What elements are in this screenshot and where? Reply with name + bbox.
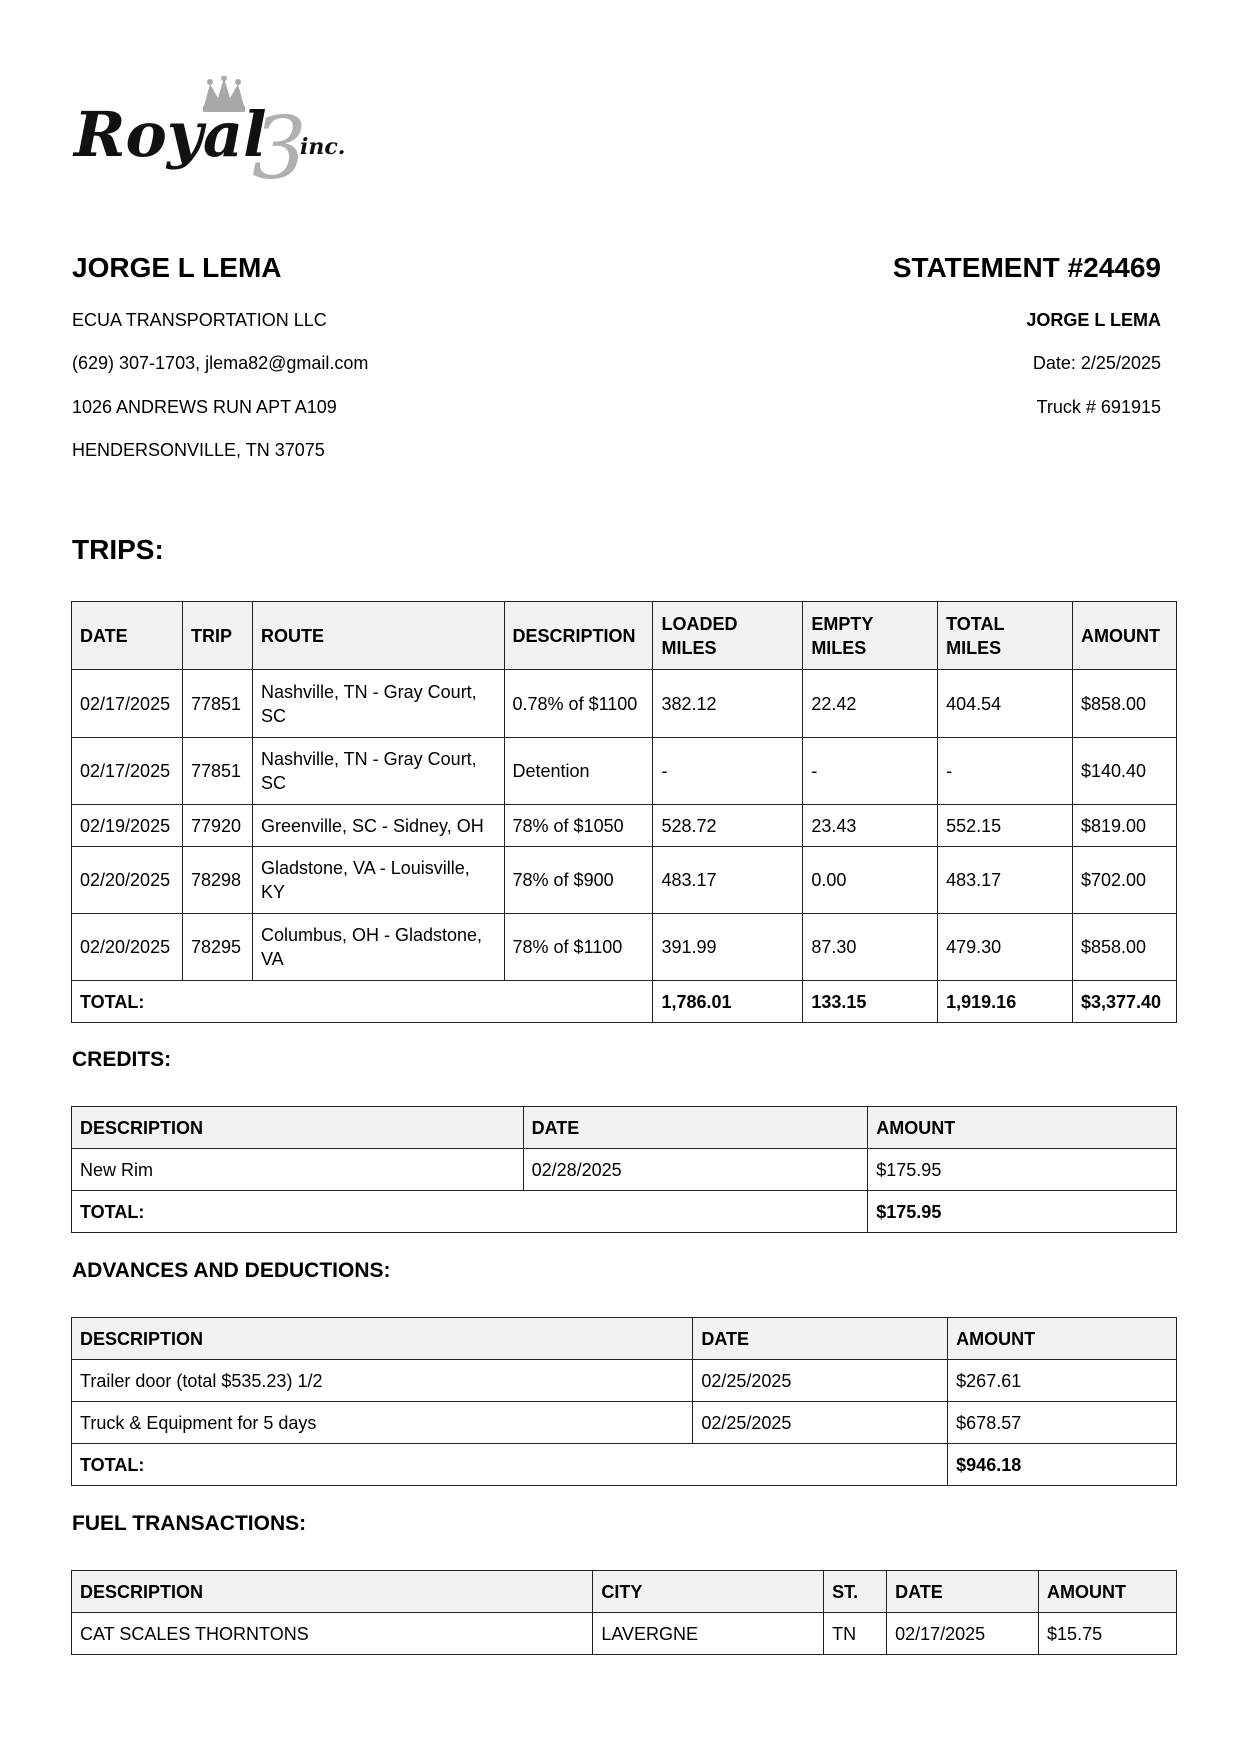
cell-description: New Rim <box>72 1149 524 1191</box>
cell-trip: 77851 <box>182 670 252 738</box>
statement-name: JORGE L LEMA <box>1026 310 1161 330</box>
cell-amount: $858.00 <box>1072 914 1176 981</box>
cell-loaded-miles: 528.72 <box>653 805 803 847</box>
table-row <box>72 1360 1177 1402</box>
cell-city: LAVERGNE <box>593 1613 824 1655</box>
cell-description: CAT SCALES THORNTONS <box>72 1613 593 1655</box>
cell-amount: $702.00 <box>1072 847 1176 914</box>
cell-total-miles: - <box>938 738 1073 805</box>
cell-amount: $858.00 <box>1072 670 1176 738</box>
table-row <box>72 1402 1177 1444</box>
table-row <box>72 670 1177 738</box>
driver-company: ECUA TRANSPORTATION LLC <box>72 310 327 330</box>
table-header-row <box>72 1107 1177 1149</box>
table-header-row <box>72 602 1177 670</box>
header-empty-miles: EMPTY MILES <box>803 602 938 670</box>
cell-description: 78% of $900 <box>504 847 653 914</box>
cell-empty-miles: 0.00 <box>803 847 938 914</box>
table-row <box>72 914 1177 981</box>
header-date: DATE <box>523 1107 868 1149</box>
table-row <box>72 1613 1177 1655</box>
cell-loaded-miles: 382.12 <box>653 670 803 738</box>
cell-trip: 77851 <box>182 738 252 805</box>
cell-total-miles: 404.54 <box>938 670 1073 738</box>
cell-description: 78% of $1050 <box>504 805 653 847</box>
cell-trip: 77920 <box>182 805 252 847</box>
header-date: DATE <box>887 1571 1039 1613</box>
header-total-miles: TOTAL MILES <box>938 602 1073 670</box>
statement-title: STATEMENT #24469 <box>892 252 1161 283</box>
cell-amount: $267.61 <box>948 1360 1177 1402</box>
total-amount: $946.18 <box>948 1444 1177 1486</box>
header-date: DATE <box>693 1318 948 1360</box>
cell-loaded-miles: - <box>653 738 803 805</box>
cell-date: 02/25/2025 <box>693 1360 948 1402</box>
header-amount: AMOUNT <box>1072 602 1176 670</box>
cell-empty-miles: 23.43 <box>803 805 938 847</box>
table-header-row <box>72 1318 1177 1360</box>
credits-table <box>71 1106 1177 1233</box>
total-empty-miles: 133.15 <box>803 981 938 1023</box>
statement-truck: Truck # 691915 <box>1036 397 1161 417</box>
total-miles: 1,919.16 <box>938 981 1073 1023</box>
cell-description: Detention <box>504 738 653 805</box>
cell-route: Columbus, OH - Gladstone, VA <box>252 914 504 981</box>
cell-total-miles: 479.30 <box>938 914 1073 981</box>
cell-route: Nashville, TN - Gray Court, SC <box>252 670 504 738</box>
cell-empty-miles: 22.42 <box>803 670 938 738</box>
cell-description: 0.78% of $1100 <box>504 670 653 738</box>
logo-numeral: 3 <box>252 99 307 196</box>
cell-empty-miles: 87.30 <box>803 914 938 981</box>
cell-state: TN <box>824 1613 887 1655</box>
cell-route: Greenville, SC - Sidney, OH <box>252 805 504 847</box>
cell-date: 02/17/2025 <box>72 670 183 738</box>
cell-amount: $819.00 <box>1072 805 1176 847</box>
cell-description: Trailer door (total $535.23) 1/2 <box>72 1360 693 1402</box>
table-row <box>72 738 1177 805</box>
company-logo <box>72 76 392 196</box>
table-row <box>72 805 1177 847</box>
fuel-title: FUEL TRANSACTIONS: <box>72 1512 307 1535</box>
cell-date: 02/20/2025 <box>72 914 183 981</box>
cell-route: Gladstone, VA - Louisville, KY <box>252 847 504 914</box>
table-row <box>72 1149 1177 1191</box>
cell-amount: $15.75 <box>1039 1613 1177 1655</box>
header-description: DESCRIPTION <box>72 1318 693 1360</box>
credits-title: CREDITS: <box>72 1048 172 1071</box>
cell-loaded-miles: 483.17 <box>653 847 803 914</box>
total-row <box>72 1191 1177 1233</box>
cell-trip: 78295 <box>182 914 252 981</box>
cell-route: Nashville, TN - Gray Court, SC <box>252 738 504 805</box>
total-label: TOTAL: <box>72 1191 868 1233</box>
cell-total-miles: 552.15 <box>938 805 1073 847</box>
header-city: CITY <box>593 1571 824 1613</box>
cell-loaded-miles: 391.99 <box>653 914 803 981</box>
cell-date: 02/20/2025 <box>72 847 183 914</box>
cell-amount: $140.40 <box>1072 738 1176 805</box>
header-amount: AMOUNT <box>1039 1571 1177 1613</box>
total-amount: $175.95 <box>868 1191 1177 1233</box>
header-route: ROUTE <box>252 602 504 670</box>
total-row <box>72 981 1177 1023</box>
header-date: DATE <box>72 602 183 670</box>
statement-date: Date: 2/25/2025 <box>1032 353 1161 373</box>
trips-table <box>71 601 1177 1023</box>
driver-contact: (629) 307-1703, jlema82@gmail.com <box>72 353 369 373</box>
total-loaded-miles: 1,786.01 <box>653 981 803 1023</box>
driver-address-line1: 1026 ANDREWS RUN APT A109 <box>72 397 337 417</box>
cell-date: 02/28/2025 <box>523 1149 868 1191</box>
cell-description: Truck & Equipment for 5 days <box>72 1402 693 1444</box>
cell-amount: $175.95 <box>868 1149 1177 1191</box>
header-amount: AMOUNT <box>868 1107 1177 1149</box>
cell-date: 02/17/2025 <box>72 738 183 805</box>
header-description: DESCRIPTION <box>72 1107 524 1149</box>
table-row <box>72 847 1177 914</box>
logo-word: Royal <box>74 98 267 171</box>
total-amount: $3,377.40 <box>1072 981 1176 1023</box>
cell-date: 02/17/2025 <box>887 1613 1039 1655</box>
advances-table <box>71 1317 1177 1486</box>
cell-empty-miles: - <box>803 738 938 805</box>
cell-description: 78% of $1100 <box>504 914 653 981</box>
advances-title: ADVANCES AND DEDUCTIONS: <box>72 1259 391 1282</box>
total-label: TOTAL: <box>72 981 653 1023</box>
cell-date: 02/25/2025 <box>693 1402 948 1444</box>
total-label: TOTAL: <box>72 1444 948 1486</box>
fuel-table <box>71 1570 1177 1655</box>
header-trip: TRIP <box>182 602 252 670</box>
logo-suffix: inc. <box>300 134 346 160</box>
trips-title: TRIPS: <box>72 534 164 565</box>
cell-date: 02/19/2025 <box>72 805 183 847</box>
cell-amount: $678.57 <box>948 1402 1177 1444</box>
cell-total-miles: 483.17 <box>938 847 1073 914</box>
header-amount: AMOUNT <box>948 1318 1177 1360</box>
driver-name: JORGE L LEMA <box>72 252 282 283</box>
header-description: DESCRIPTION <box>504 602 653 670</box>
cell-trip: 78298 <box>182 847 252 914</box>
header-loaded-miles: LOADED MILES <box>653 602 803 670</box>
header-state: ST. <box>824 1571 887 1613</box>
header-description: DESCRIPTION <box>72 1571 593 1613</box>
driver-address-line2: HENDERSONVILLE, TN 37075 <box>72 440 325 460</box>
total-row <box>72 1444 1177 1486</box>
table-header-row <box>72 1571 1177 1613</box>
